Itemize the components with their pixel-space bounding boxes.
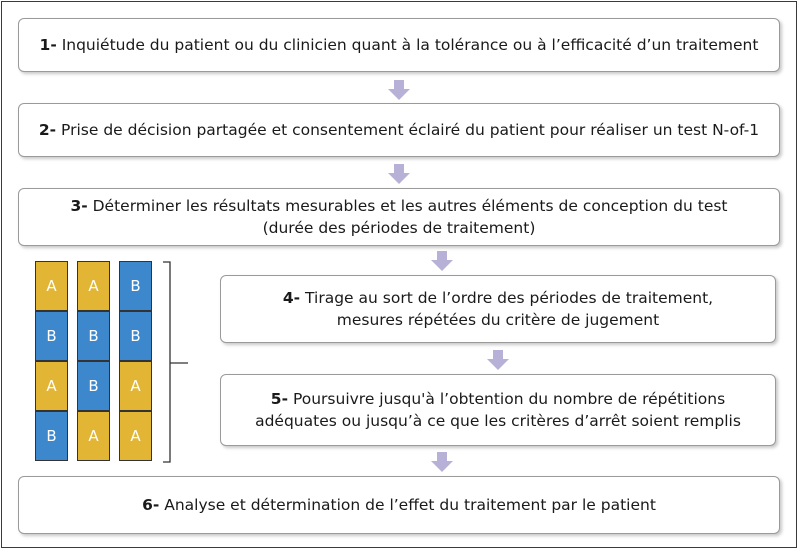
step-3-number: 3- bbox=[70, 197, 88, 215]
step-6-text: Analyse et détermination de l’effet du traitement par le patient bbox=[164, 496, 656, 514]
arrow-down-icon bbox=[431, 251, 453, 271]
arrow-down-icon bbox=[388, 164, 410, 184]
bracket-icon bbox=[160, 260, 192, 464]
sequence-cell: A bbox=[119, 411, 152, 461]
step-3-text-line2: (durée des périodes de traitement) bbox=[262, 219, 536, 237]
sequence-cell: B bbox=[77, 311, 110, 361]
step-1-text: Inquiétude du patient ou du clinicien quant à la tolérance ou à l’efficacité d’un traitement bbox=[61, 36, 759, 54]
arrow-down-icon bbox=[487, 350, 509, 370]
step-5-box bbox=[220, 374, 776, 446]
arrow-down-icon bbox=[388, 80, 410, 100]
sequence-cell: A bbox=[77, 411, 110, 461]
step-1-number: 1- bbox=[39, 36, 57, 54]
sequence-cell: A bbox=[119, 361, 152, 411]
step-5-text-line2: adéquates ou jusqu’à ce que les critères d’arrêt soient remplis bbox=[255, 412, 741, 430]
sequence-cell: A bbox=[35, 261, 68, 311]
sequence-cell: B bbox=[77, 361, 110, 411]
step-5-text-line1: Poursuivre jusqu'à l’obtention du nombre de répétitions bbox=[292, 390, 726, 408]
sequence-cell: B bbox=[35, 411, 68, 461]
sequence-column-1 bbox=[35, 261, 68, 461]
step-2-text: Prise de décision partagée et consentement éclairé du patient pour réaliser un test N-of-1 bbox=[61, 121, 760, 139]
sequence-cell: A bbox=[77, 261, 110, 311]
step-5-number: 5- bbox=[270, 390, 289, 408]
step-2-box bbox=[18, 103, 780, 157]
sequence-cell: B bbox=[35, 311, 68, 361]
arrow-down-icon bbox=[431, 452, 453, 472]
step-2-number: 2- bbox=[38, 121, 57, 139]
step-4-text-line2: mesures répétées du critère de jugement bbox=[336, 311, 660, 329]
sequence-cell: A bbox=[35, 361, 68, 411]
sequence-cell: B bbox=[119, 311, 152, 361]
step-6-box bbox=[18, 476, 780, 534]
step-3-box bbox=[18, 188, 780, 246]
sequence-column-3 bbox=[119, 261, 152, 461]
step-4-text-line1: Tirage au sort de l’ordre des périodes de traitement, bbox=[305, 289, 714, 307]
step-4-number: 4- bbox=[282, 289, 301, 307]
step-1-box bbox=[18, 18, 780, 72]
sequence-cell: B bbox=[119, 261, 152, 311]
step-4-box bbox=[220, 275, 776, 343]
sequence-column-2 bbox=[77, 261, 110, 461]
step-6-number: 6- bbox=[142, 496, 160, 514]
step-3-text-line1: Déterminer les résultats mesurables et les autres éléments de conception du test bbox=[92, 197, 728, 215]
